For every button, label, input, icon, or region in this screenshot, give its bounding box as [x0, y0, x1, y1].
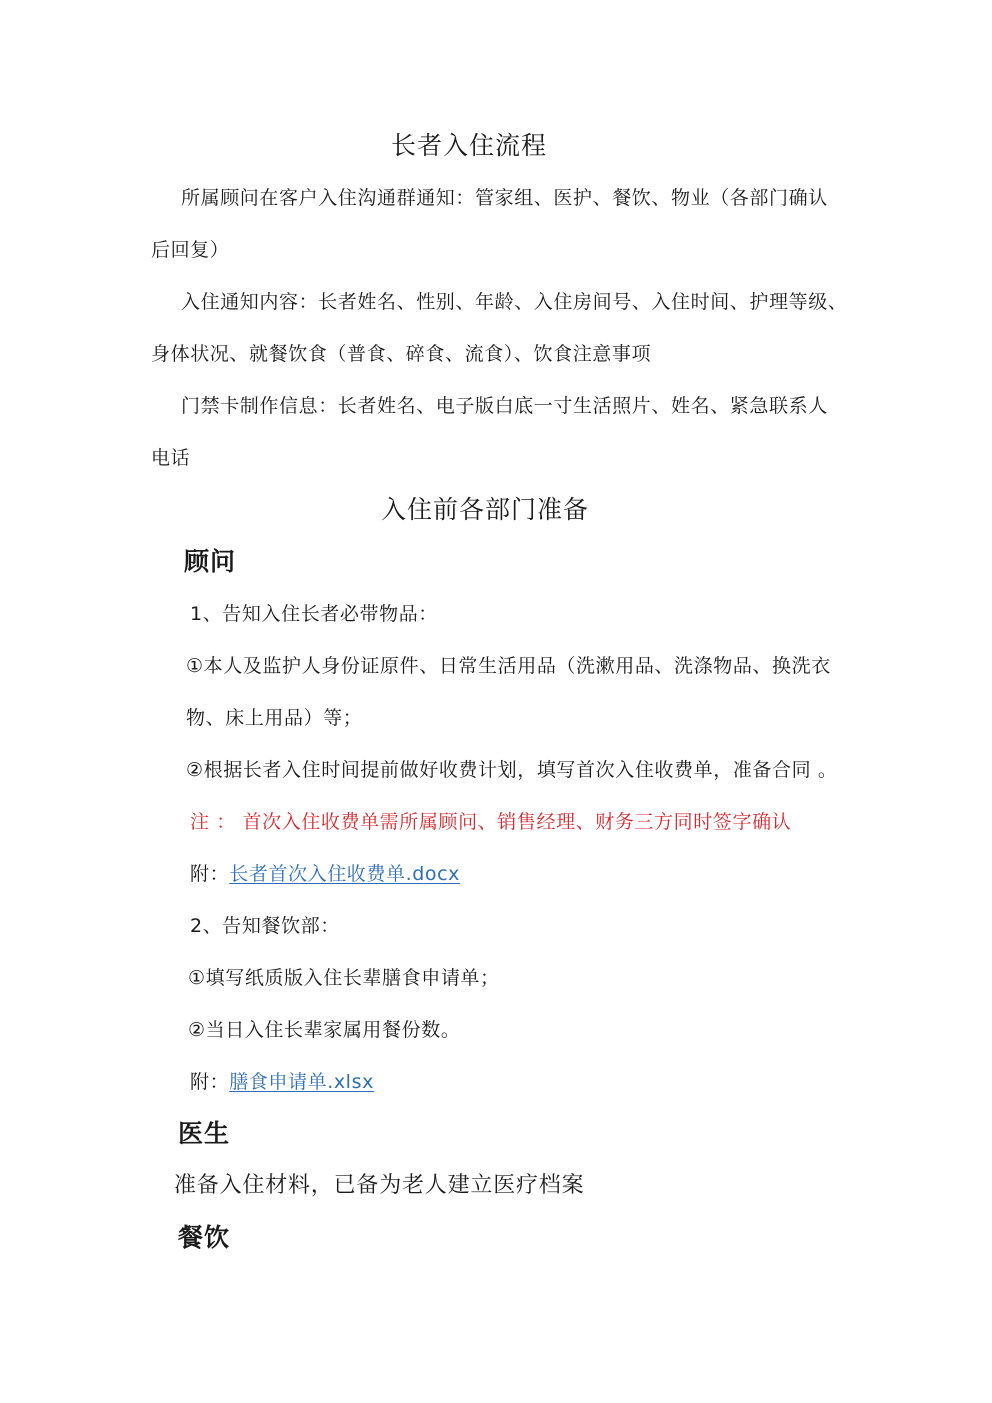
page-title: 长者入住流程 [391, 131, 548, 160]
intro-paragraph-2-line-1: 入住通知内容：长者姓名、性别、年龄、入住房间号、入住时间、护理等级、 [181, 291, 848, 313]
doctor-text: 准备入住材料，已备为老人建立医疗档案 [174, 1173, 585, 1198]
section-subtitle: 入住前各部门准备 [381, 495, 590, 524]
consultant-item-1a-line-2: 物、床上用品）等； [186, 707, 363, 729]
consultant-item-1a-line-1: ①本人及监护人身份证原件、日常生活用品（洗漱用品、洗涤物品、换洗衣 [186, 655, 831, 677]
consultant-item-1b: ②根据长者入住时间提前做好收费计划，填写首次入住收费单，准备合同 。 [186, 759, 838, 781]
doctor-heading: 医生 [178, 1119, 231, 1148]
attachment-1-prefix: 附： [190, 863, 230, 885]
consultant-item-2: 2、告知餐饮部： [190, 915, 340, 937]
attachment-2-prefix: 附： [190, 1071, 230, 1093]
intro-paragraph-1-line-2: 后回复） [151, 239, 230, 261]
consultant-item-2b: ②当日入住长辈家属用餐份数。 [188, 1019, 461, 1041]
attachment-1 [190, 859, 460, 886]
meal-application-xlsx-link[interactable]: 膳食申请单.xlsx [229, 1071, 374, 1093]
consultant-item-1: 1、告知入住长者必带物品： [190, 603, 438, 625]
attachment-2 [190, 1067, 374, 1094]
signature-note: 注 ： 首次入住收费单需所属顾问、销售经理、财务三方同时签字确认 [190, 811, 792, 833]
catering-heading: 餐饮 [178, 1223, 231, 1252]
intro-paragraph-3-line-1: 门禁卡制作信息：长者姓名、电子版白底一寸生活照片、姓名、紧急联系人 [181, 395, 828, 417]
consultant-heading: 顾问 [184, 547, 237, 576]
fee-form-docx-link[interactable]: 长者首次入住收费单.docx [229, 863, 461, 885]
intro-paragraph-2-line-2: 身体状况、就餐饮食（普食、碎食、流食）、饮食注意事项 [151, 343, 652, 365]
intro-paragraph-1-line-1: 所属顾问在客户入住沟通群通知：管家组、医护、餐饮、物业（各部门确认 [181, 187, 828, 209]
intro-paragraph-3-line-2: 电话 [151, 447, 191, 469]
consultant-item-2a: ①填写纸质版入住长辈膳食申请单； [188, 967, 500, 989]
